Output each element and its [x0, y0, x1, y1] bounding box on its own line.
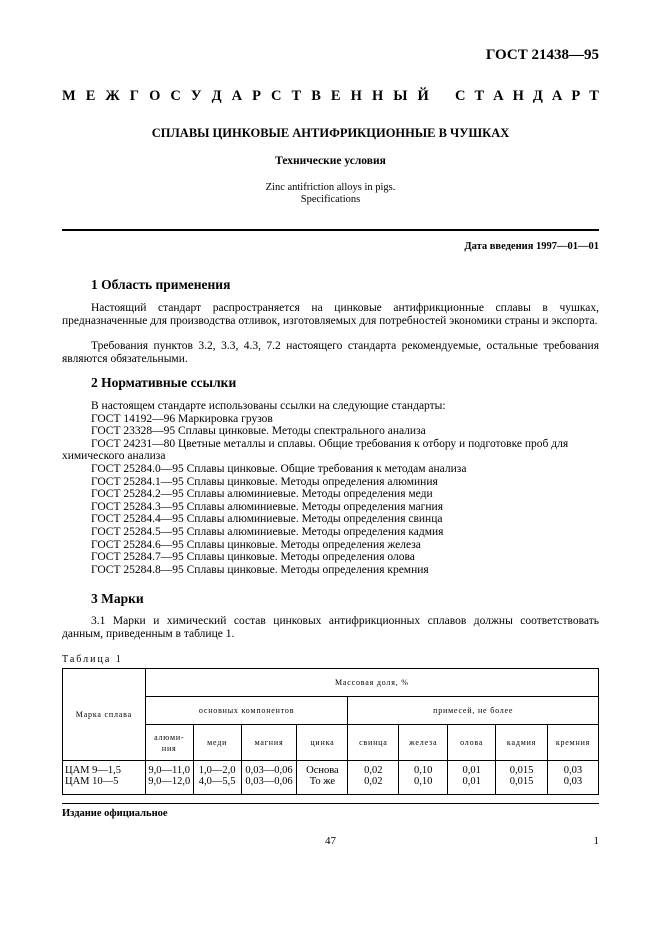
- banner-letter: У: [190, 88, 202, 104]
- banner-letter: Р: [571, 88, 581, 104]
- banner-letter: С: [455, 88, 466, 104]
- cell-value: 0,02: [364, 776, 383, 787]
- banner-letter: Т: [589, 88, 599, 104]
- table-body: [63, 761, 599, 795]
- banner-letter: Й: [417, 88, 429, 104]
- banner-letter: В: [311, 88, 321, 104]
- banner-letter: Е: [85, 88, 96, 104]
- reference-item: ГОСТ 25284.2—95 Сплавы алюминиевые. Методы определения меди: [91, 488, 433, 501]
- subcolumn-header: магния: [241, 725, 297, 761]
- section-1-heading: 1 Область применения: [91, 277, 231, 292]
- reference-item: ГОСТ 25284.8—95 Сплавы цинковые. Методы определения кремния: [91, 563, 429, 576]
- reference-item: ГОСТ 14192—96 Маркировка грузов: [91, 412, 273, 425]
- heading-rule: [62, 229, 599, 231]
- page-number-right: 1: [593, 835, 599, 847]
- table-cell: [297, 761, 348, 795]
- cell-value: Основа: [306, 765, 339, 776]
- subcolumn-header: свинца: [348, 725, 399, 761]
- composition-table: [62, 668, 599, 795]
- banner-letter: Д: [211, 88, 222, 104]
- banner-letter: Е: [330, 88, 341, 104]
- banner-letter: Н: [350, 88, 362, 104]
- banner-letter: Т: [474, 88, 485, 104]
- cell-value: То же: [309, 776, 336, 787]
- section-3-paragraph-1-text: 3.1 Марки и химический состав цинковых антифрикционных сплавов должны соответствовать данным, приведенным в таблице 1.: [62, 615, 599, 640]
- introduction-date: Дата введения 1997—01—01: [464, 241, 599, 252]
- subcolumn-header: железа: [399, 725, 448, 761]
- banner-word-standard: [455, 88, 599, 105]
- banner-letter: С: [271, 88, 282, 104]
- subcolumn-header: алюми- ния: [145, 725, 193, 761]
- table-cell: [63, 761, 146, 795]
- column-header-grade: Марка сплава: [63, 669, 146, 761]
- document-code: ГОСТ 21438—95: [485, 47, 599, 63]
- reference-item: ГОСТ 25284.4—95 Сплавы алюминиевые. Методы определения свинца: [91, 513, 443, 526]
- section-1-paragraph-2-text: Требования пунктов 3.2, 3.3, 4.3, 7.2 настоящего стандарта рекомендуемые, остальные требования являются обязательными.: [62, 340, 599, 365]
- section-2-heading: 2 Нормативные ссылки: [91, 375, 237, 390]
- banner-letter: Д: [532, 88, 543, 104]
- banner-letter: Ы: [393, 88, 408, 104]
- cell-value: 0,015: [509, 776, 534, 787]
- column-header-mass-fraction: Массовая доля, %: [145, 669, 598, 697]
- cell-value: 0,10: [414, 765, 433, 776]
- section-1-paragraph-2: [62, 340, 599, 365]
- document-subtitle: Технические условия: [275, 155, 386, 167]
- banner-letter: А: [231, 88, 243, 104]
- banner-word-interstate: [62, 88, 429, 105]
- cell-value: ЦАМ 10—5: [65, 776, 119, 787]
- table-caption: Таблица 1: [62, 654, 123, 665]
- reference-item: ГОСТ 25284.0—95 Сплавы цинковые. Общие требования к методам анализа: [91, 462, 467, 475]
- references-intro: В настоящем стандарте использованы ссылки на следующие стандарты:: [91, 400, 446, 412]
- table-cell: [448, 761, 496, 795]
- banner-letter: С: [170, 88, 181, 104]
- section-1-paragraph-1: [62, 302, 599, 327]
- table-cell: [145, 761, 193, 795]
- cell-value: 9,0—12,0: [148, 776, 191, 787]
- table-cell: [399, 761, 448, 795]
- cell-value: 0,03: [563, 765, 583, 776]
- cell-value: 0,03—0,06: [245, 765, 293, 776]
- table-row: [63, 761, 599, 795]
- page-number-center: 47: [325, 835, 336, 847]
- banner-letter: Р: [252, 88, 261, 104]
- english-subtitle: Specifications: [300, 194, 361, 205]
- cell-value: 0,01: [462, 765, 481, 776]
- banner-letter: Г: [129, 88, 140, 104]
- reference-item: ГОСТ 25284.5—95 Сплавы алюминиевые. Методы определения кадмия: [91, 525, 444, 538]
- group-header-main-components: основных компонентов: [145, 697, 348, 725]
- reference-item: ГОСТ 25284.1—95 Сплавы цинковые. Методы определения алюминия: [91, 475, 438, 488]
- table-cell: [348, 761, 399, 795]
- footer-rule: [62, 803, 599, 804]
- subcolumn-header: цинка: [297, 725, 348, 761]
- cell-value: 0,015: [509, 765, 534, 776]
- reference-item: ГОСТ 25284.3—95 Сплавы алюминиевые. Методы определения магния: [91, 500, 443, 513]
- banner-letter: Т: [291, 88, 302, 104]
- reference-item: ГОСТ 24231—80 Цветные металлы и сплавы. Общие требования к отбору и подготовке проб для химического анализа: [62, 437, 569, 463]
- cell-value: 0,02: [364, 765, 383, 776]
- banner-letter: О: [149, 88, 161, 104]
- table-cell: [193, 761, 241, 795]
- reference-item: ГОСТ 25284.7—95 Сплавы цинковые. Методы определения олова: [91, 551, 415, 564]
- subcolumn-header: кремния: [547, 725, 598, 761]
- subcolumn-header: кадмия: [496, 725, 548, 761]
- table-cell: [241, 761, 297, 795]
- official-edition-label: Издание официальное: [62, 808, 168, 819]
- cell-value: 4,0—5,5: [198, 776, 236, 787]
- reference-item: ГОСТ 23328—95 Сплавы цинковые. Методы спектрального анализа: [91, 425, 426, 438]
- banner-letter: Н: [371, 88, 384, 104]
- cell-value: 1,0—2,0: [198, 765, 236, 776]
- banner-letter: А: [493, 88, 504, 104]
- english-title: Zinc antifriction alloys in pigs.: [265, 182, 396, 193]
- group-header-impurities: примесей, не более: [348, 697, 599, 725]
- document-title: СПЛАВЫ ЦИНКОВЫЕ АНТИФРИКЦИОННЫЕ В ЧУШКАХ: [151, 126, 510, 140]
- table-cell: [547, 761, 598, 795]
- cell-value: 0,01: [462, 776, 481, 787]
- section-1-paragraph-1-text: Настоящий стандарт распространяется на цинковые антифрикционные сплавы в чушках, предназначенные для производства отливок, изготовляемых для потребностей экономики страны и экспорта.: [62, 302, 599, 327]
- section-3-heading: 3 Марки: [91, 591, 144, 606]
- cell-value: ЦАМ 9—1,5: [65, 765, 122, 776]
- banner-letter: Н: [512, 88, 524, 104]
- banner-letter: М: [62, 88, 76, 104]
- table-cell: [496, 761, 548, 795]
- reference-item: ГОСТ 25284.6—95 Сплавы цинковые. Методы определения железа: [91, 538, 421, 551]
- cell-value: 0,03: [563, 776, 583, 787]
- banner-letter: А: [551, 88, 563, 104]
- normative-references-list: [62, 400, 599, 576]
- section-3-paragraph-1: [62, 615, 599, 640]
- cell-value: 9,0—11,0: [148, 765, 191, 776]
- subcolumn-header: меди: [193, 725, 241, 761]
- cell-value: 0,03—0,06: [245, 776, 293, 787]
- banner-letter: Ж: [105, 88, 120, 104]
- interstate-standard-banner: [62, 88, 599, 105]
- subcolumn-header: олова: [448, 725, 496, 761]
- cell-value: 0,10: [414, 776, 433, 787]
